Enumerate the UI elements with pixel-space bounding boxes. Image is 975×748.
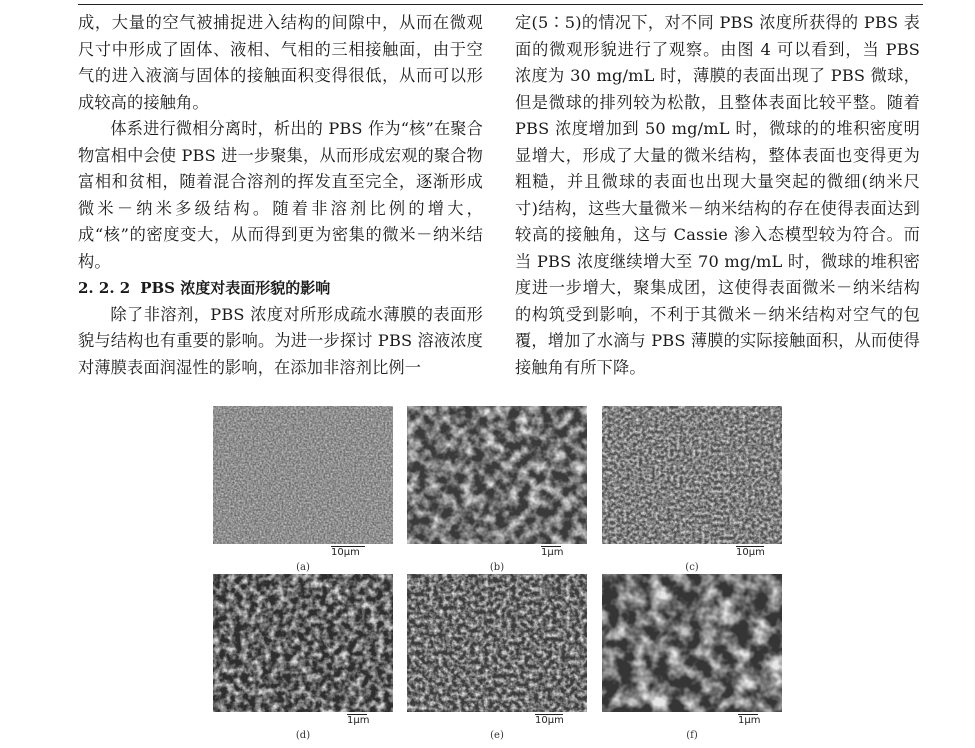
- panel-label-f: (f): [686, 730, 698, 741]
- scale-bar-a: 10μm: [331, 546, 365, 559]
- section-title: PBS 浓度对表面形貌的影响: [140, 279, 331, 297]
- sem-image-a: [213, 406, 393, 544]
- right-paragraph-1: 定(5∶5)的情况下，对不同 PBS 浓度所获得的 PBS 表面的微观形貌进行了观察。由图 4 可以看到，当 PBS 浓度为 30 mg/mL 时，薄膜的表面出现了 PBS 微球，但是微球的排列较为松散，且整体表面比较平整。随着 PBS 浓度增加到 50 mg/mL 时，微球的的堆积密度明显增大，形成了大量的微米结构，整体表面也变得更为粗糙，并且微球的表面也出现大量突起的微细(纳米尺寸)结构，这些大量微米－纳米结构的存在使得表面达到较高的接触角，这与 Cassie 渗入态模型较为符合。而当 PBS 浓度继续增大至 70 mg/mL 时，微球的堆积密度进一步增大，聚集成团，这使得表面微米－纳米结构的构筑受到影响，不利于其微米－纳米结构对空气的包覆，增加了水滴与 PBS 薄膜的实际接触面积，从而使得接触角有所下降。: [515, 13, 920, 377]
- scale-bar-e: 10μm: [535, 715, 564, 726]
- sem-image-d: [213, 574, 393, 712]
- left-paragraph-3: 除了非溶剂，PBS 浓度对所形成疏水薄膜的表面形貌与结构也有重要的影响。为进一步探讨 PBS 溶液浓度对薄膜表面润湿性的影响，在添加非溶剂比例一: [78, 304, 483, 377]
- panel-label-b: (b): [489, 562, 505, 573]
- left-paragraph-1: 成，大量的空气被捕捉进入结构的间隙中，从而在微观尺寸中形成了固体、液相、气相的三相接触面，由于空气的进入液滴与固体的接触面积变得很低，从而可以形成较高的接触角。: [78, 13, 483, 112]
- panel-label-c: (c): [685, 562, 699, 573]
- sem-image-c: [602, 406, 782, 544]
- section-heading: [78, 275, 483, 302]
- top-rule: [78, 4, 923, 5]
- scale-bar-c: 10μm: [736, 547, 765, 558]
- sem-image-b: [407, 406, 587, 544]
- scale-bar-d: 1μm: [347, 715, 370, 726]
- panel-label-d: (d): [295, 730, 311, 741]
- sem-image-f: [602, 574, 782, 712]
- left-column: [78, 10, 483, 381]
- right-column: [515, 10, 920, 381]
- scale-bar-b: 1μm: [541, 547, 564, 558]
- panel-label-a: (a): [296, 562, 310, 573]
- left-paragraph-2: 体系进行微相分离时，析出的 PBS 作为“核”在聚合物富相中会使 PBS 进一步聚集，从而形成宏观的聚合物富相和贫相，随着混合溶剂的挥发直至完全，逐渐形成微米－纳米多级结构。随着非溶剂比例的增大，成“核”的密度变大，从而得到更为密集的微米－纳米结构。: [78, 119, 483, 271]
- panel-label-e: (e): [490, 730, 504, 741]
- section-number: 2. 2. 2: [78, 279, 131, 297]
- sem-image-e: [407, 574, 587, 712]
- scale-bar-f: 1μm: [738, 715, 761, 726]
- sem-figure: [205, 402, 790, 748]
